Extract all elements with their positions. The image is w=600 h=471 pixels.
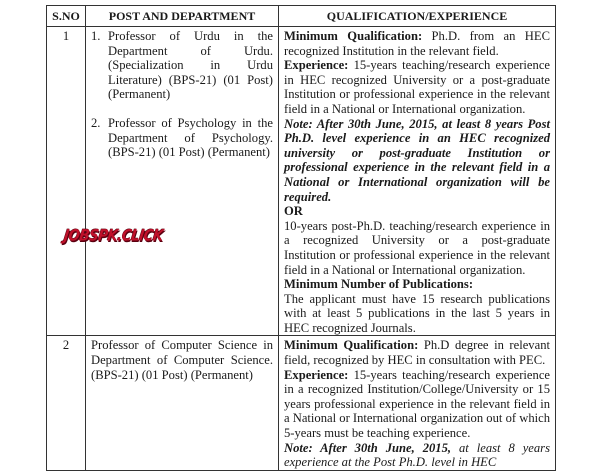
min-qualification-text: Ph.D. from an HEC recognized Institution in the relevant field. [284, 29, 550, 58]
note-label: Note: After 30th June, 2015, [284, 440, 452, 455]
watermark-logo: JOBSPK.CLICK [62, 226, 164, 246]
post-item [91, 29, 273, 102]
publications-label: Minimum Number of Publications: [284, 277, 474, 292]
header-post: POST AND DEPARTMENT [86, 6, 279, 27]
header-qualification: QUALIFICATION/EXPERIENCE [279, 6, 556, 27]
or-label: OR [284, 204, 303, 219]
min-qualification-label: Minimum Qualification: [284, 338, 419, 353]
experience-label: Experience: [284, 58, 349, 73]
experience [284, 58, 550, 116]
row-qualification [279, 336, 556, 470]
header-sno: S.NO [47, 6, 86, 27]
table-row [47, 27, 556, 336]
note: Note: After 30th June, 2015, at least 8 years Post Ph.D. level experience in an HEC recognized university or post-graduate Institution or professional experience in the relevant field in a National or International organization will be required. [284, 116, 550, 204]
post-text: Professor of Psychology in the Department of Psychology. (BPS-21) (01 Post) (Permanent) [108, 115, 273, 160]
note-text: at least 8 years experience at the Post Ph.D. level in HEC [284, 440, 550, 470]
publications-text: The applicant must have 15 research publications with at least 5 publications in the last 5 years in HEC recognized Journals. [284, 291, 550, 335]
row-posts [86, 27, 279, 336]
min-qualification-label: Minimum Qualification: [284, 29, 423, 43]
header-row [47, 6, 556, 27]
post-list [91, 29, 273, 160]
row-sno: 2 [47, 336, 86, 470]
min-qualification-text: Ph.D degree in relevant field, recognized by HEC in consultation with PEC. [284, 338, 550, 368]
post-item [91, 116, 273, 160]
min-qualification [284, 29, 550, 58]
alternative-experience: 10-years post-Ph.D. teaching/research experience in a recognized University or a post-graduate Institution or professional experience in the relevant field in a National or International organization. [284, 218, 550, 277]
post-number: 1. [91, 29, 101, 43]
note [284, 441, 550, 470]
experience [284, 368, 550, 441]
row-sno: 1 [47, 27, 86, 336]
row-post: Professor of Computer Science in Department of Computer Science. (BPS-21) (01 Post) (Permanent) [86, 336, 279, 470]
experience-text: 15-years teaching/research experience in a recognized Institution/College/University or 15 years professional experience in the relevant field in a National or International organization out of which 5-years must be teaching experience. [284, 367, 550, 441]
post-text: Professor of Urdu in the Department of Urdu. (Specialization in Urdu Literature) (BPS-21) (01 Post) (Permanent) [108, 29, 273, 102]
table-row [47, 336, 556, 470]
experience-label: Experience: [284, 367, 349, 382]
experience-text: 15-years teaching/research experience in HEC recognized University or a post-graduate Institution or professional experience in the relevant field in a National or International organization. [284, 58, 550, 116]
min-qualification [284, 338, 550, 367]
post-number: 2. [91, 115, 101, 130]
row-qualification [279, 27, 556, 336]
